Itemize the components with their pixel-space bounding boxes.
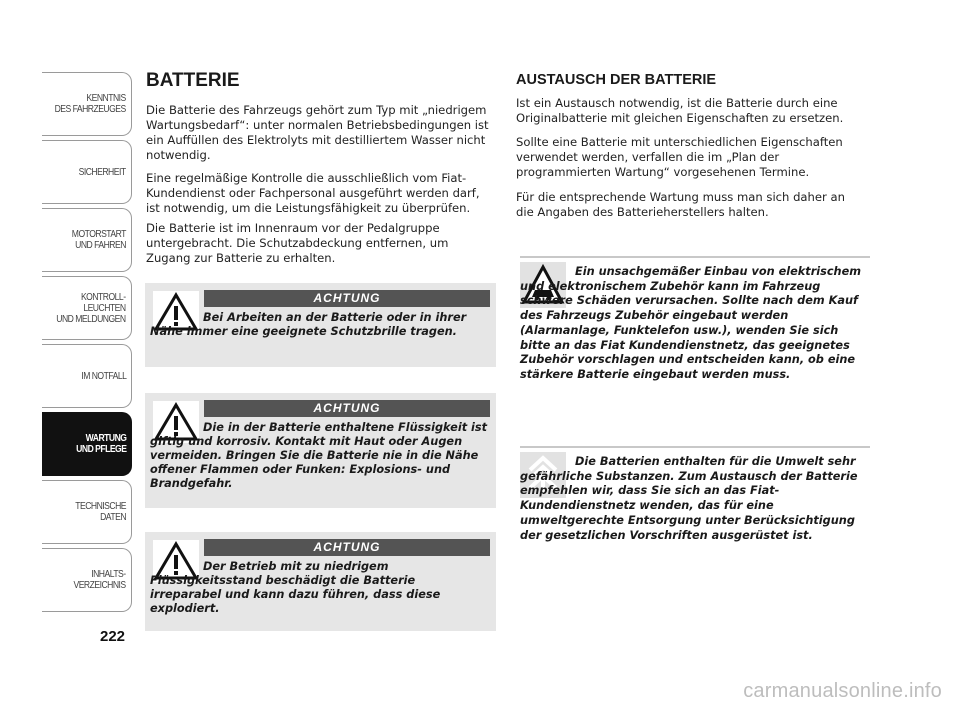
warning-text: Bei Arbeiten an der Batterie oder in ihrer Nähe immer eine geeignete Schutzbrille tragen. bbox=[150, 311, 467, 338]
tab-im-notfall[interactable] bbox=[42, 344, 132, 408]
tab-label: WARTUNG UND PFLEGE bbox=[75, 433, 126, 455]
tab-label: KENNTNIS DES FAHRZEUGES bbox=[54, 93, 126, 115]
warning-box bbox=[145, 283, 496, 367]
tab-label: KONTROLL- LEUCHTEN UND MELDUNGEN bbox=[56, 291, 126, 325]
divider bbox=[520, 446, 870, 448]
tab-label: TECHNISCHE DATEN bbox=[75, 501, 126, 523]
paragraph: Für die entsprechende Wartung muss man sich daher an die Angaben des Batterieherstellers halten. bbox=[516, 190, 845, 219]
warning-label: ACHTUNG bbox=[204, 539, 490, 556]
tab-inhaltsverzeichnis[interactable] bbox=[42, 548, 132, 612]
section-title-austausch: AUSTAUSCH DER BATTERIE bbox=[516, 72, 717, 88]
warning-text: Der Betrieb mit zu niedrigem Flüssigkeitsstand beschädigt die Batterie irreparabel und kann dazu führen, dass diese explodiert. bbox=[150, 560, 441, 615]
warning-label: ACHTUNG bbox=[204, 290, 490, 307]
tab-label: INHALTS- VERZEICHNIS bbox=[73, 569, 126, 591]
note-text: Die Batterien enthalten für die Umwelt sehr gefährliche Substanzen. Zum Austausch der Batterie empfehlen wir, dass Sie sich an das Fiat-Kundendienstnetz wenden, das für eine umweltgerechte Entsorgung unter Berücksichtigung der gesetzlichen Vorschriften ausgerüstet ist. bbox=[520, 455, 858, 542]
warning-box bbox=[145, 393, 496, 508]
tab-motorstart-und-fahren[interactable] bbox=[42, 208, 132, 272]
tab-label: IM NOTFALL bbox=[80, 370, 126, 382]
note-text: Ein unsachgemäßer Einbau von elektrischem und elektronischem Zubehör kann im Fahrzeug schwere Schäden verursachen. Sollte nach dem Kauf des Fahrzeugs Zubehör eingebaut werden (Alarmanlage, Funktelefon usw.), wenden Sie sich bitte an das Fiat Kundendienstnetz, das geeignetes Zubehör vorschlagen und entscheiden kann, ob eine stärkere Batterie eingebaut werden muss. bbox=[520, 265, 862, 381]
paragraph: Eine regelmäßige Kontrolle die ausschließlich vom Fiat-Kundendienst oder Fachpersonal ausgeführt werden darf, ist notwendig, um die Leistungsfähigkeit zu überprüfen. bbox=[146, 171, 480, 215]
paragraph: Die Batterie des Fahrzeugs gehört zum Typ mit „niedrigem Wartungsbedarf“: unter normalen Betriebsbedingungen ist ein Auffüllen des Elektrolyts mit destilliertem Wasser nicht notwendig. bbox=[146, 103, 489, 162]
tab-kontrollleuchten-und-meldungen[interactable] bbox=[42, 276, 132, 340]
paragraph: Die Batterie ist im Innenraum vor der Pedalgruppe untergebracht. Die Schutzabdeckung entfernen, um Zugang zur Batterie zu erhalten. bbox=[146, 221, 449, 265]
tab-technische-daten[interactable] bbox=[42, 480, 132, 544]
watermark: carmanualsonline.info bbox=[743, 680, 942, 702]
warning-label: ACHTUNG bbox=[204, 400, 490, 417]
tab-label: SICHERHEIT bbox=[79, 166, 126, 178]
warning-text: Die in der Batterie enthaltene Flüssigkeit ist giftig und korrosiv. Kontakt mit Haut oder Augen vermeiden. Bringen Sie die Batterie nie in die Nähe offener Flammen oder Funken: Explosions- und Brandgefahr. bbox=[150, 421, 488, 490]
divider bbox=[520, 256, 870, 258]
paragraph: Ist ein Austausch notwendig, ist die Batterie durch eine Originalbatterie mit gleichen Eigenschaften zu ersetzen. bbox=[516, 96, 844, 125]
section-title-batterie: BATTERIE bbox=[146, 70, 240, 91]
page-number: 222 bbox=[100, 628, 126, 645]
tab-kenntnis-des-fahrzeuges[interactable] bbox=[42, 72, 132, 136]
paragraph: Sollte eine Batterie mit unterschiedlichen Eigenschaften verwendet werden, verfallen die im „Plan der programmierten Wartung“ vorgesehenen Termine. bbox=[516, 135, 843, 179]
tab-sicherheit[interactable] bbox=[42, 140, 132, 204]
tab-wartung-und-pflege[interactable] bbox=[42, 412, 132, 476]
tab-label: MOTORSTART UND FAHREN bbox=[71, 229, 126, 251]
warning-box bbox=[145, 532, 496, 631]
